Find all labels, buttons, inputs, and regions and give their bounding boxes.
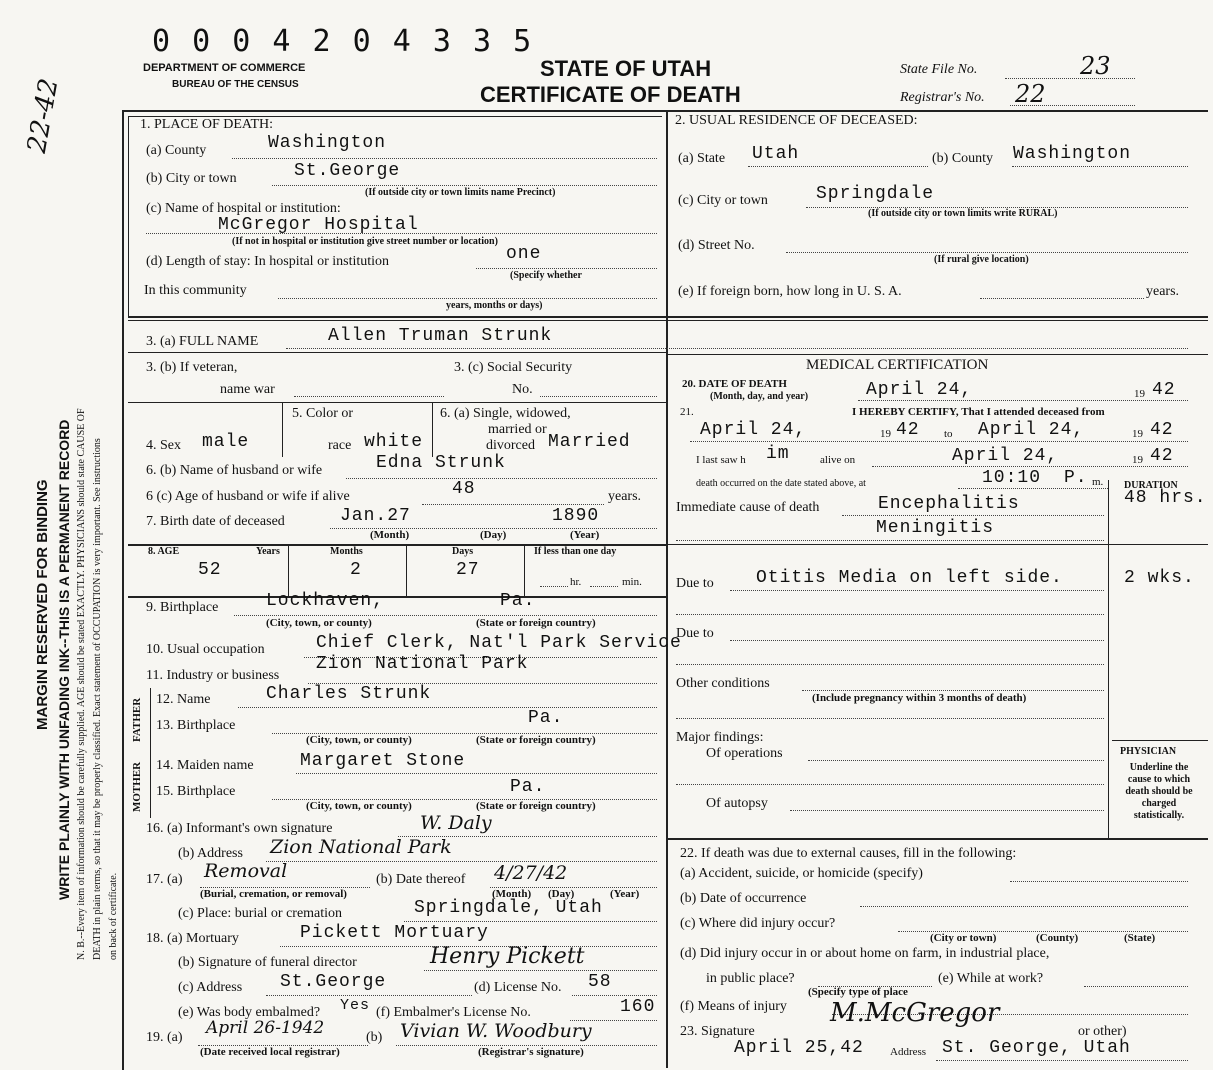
operations-label: Of operations: [706, 746, 783, 761]
full-name-value: Allen Truman Strunk: [328, 326, 553, 346]
occupation-label: 10. Usual occupation: [146, 642, 265, 657]
external-public-place-label: in public place?: [706, 971, 795, 986]
certify-number: 21.: [680, 406, 694, 418]
spouse-name-label: 6. (b) Name of husband or wife: [146, 463, 323, 478]
alive-on-label: alive on: [820, 454, 856, 466]
last-saw-century: 19: [1132, 454, 1143, 466]
residence-county-label: (b) County: [932, 151, 994, 166]
sex-label: 4. Sex: [146, 438, 181, 453]
external-at-work-label: (e) While at work?: [938, 971, 1044, 986]
registrar-signature-label: (b): [366, 1030, 383, 1045]
major-findings-label: Major findings:: [676, 730, 764, 745]
mother-section-label: MOTHER: [131, 761, 143, 812]
age-minutes-label: min.: [622, 576, 642, 588]
medical-certification-heading: MEDICAL CERTIFICATION: [806, 357, 989, 373]
disposition-month-note: (Month): [492, 888, 532, 900]
external-where-label: (c) Where did injury occur?: [680, 916, 836, 931]
disposition-date-label: (b) Date thereof: [376, 872, 466, 887]
other-conditions-note: (Include pregnancy within 3 months of death): [812, 692, 1027, 704]
date-of-death-sublabel: (Month, day, and year): [710, 391, 809, 402]
age-days-header: Days: [452, 546, 474, 557]
margin-instructions-2: DEATH in plain terms, so that it may be properly classified. Exact statement of OCCUPATION is very important. See instructions: [92, 438, 103, 960]
mother-birthplace-state-note: (State or foreign country): [476, 800, 596, 812]
age-less-day-header: If less than one day: [534, 546, 617, 557]
attended-from-date: April 24,: [700, 420, 807, 440]
death-time-m: m.: [1092, 476, 1104, 488]
mortuary-address-value: St.George: [280, 972, 387, 992]
physician-instruction: Underline the cause to which death should be charged statistically.: [1125, 762, 1193, 821]
age-months-value: 2: [350, 560, 362, 580]
residence-foreign-label: (e) If foreign born, how long in U. S. A.: [678, 284, 902, 299]
mother-birthplace-value: Pa.: [510, 777, 546, 797]
spouse-age-label: 6 (c) Age of husband or wife if alive: [146, 489, 350, 504]
length-of-stay-note: (Specify whether: [510, 270, 582, 281]
embalmer-license-label: (f) Embalmer's License No.: [376, 1005, 531, 1020]
last-saw-pronoun: im: [766, 444, 790, 464]
length-of-stay-label: (d) Length of stay: In hospital or institution: [146, 254, 390, 269]
mother-maiden-name-label: 14. Maiden name: [156, 758, 254, 773]
father-name-value: Charles Strunk: [266, 684, 432, 704]
external-where-city-note: (City or town): [930, 932, 997, 944]
last-saw-year: 42: [1150, 446, 1174, 466]
residence-street-label: (d) Street No.: [678, 238, 755, 253]
community-note: years, months or days): [446, 300, 543, 311]
color-label: 5. Color or: [292, 406, 354, 421]
external-where-state-note: (State): [1124, 932, 1156, 944]
race-label: race: [328, 438, 352, 453]
attended-to-date: April 24,: [978, 420, 1085, 440]
birth-month-day-value: Jan.27: [340, 506, 411, 526]
father-birthplace-label: 13. Birthplace: [156, 718, 236, 733]
last-saw-date: April 24,: [952, 446, 1059, 466]
residence-street-note: (If rural give location): [934, 254, 1029, 265]
burial-place-value: Springdale, Utah: [414, 898, 603, 918]
bureau-label: BUREAU OF THE CENSUS: [172, 79, 299, 90]
marital-value: Married: [548, 432, 631, 452]
margin-instructions-1: N. B.--Every item of information should be carefully supplied. AGE should be stated EXACTLY. PHYSICIANS should state CAUSE OF: [76, 408, 87, 960]
full-name-label: 3. (a) FULL NAME: [146, 334, 259, 349]
margin-binding-label: MARGIN RESERVED FOR BINDING: [34, 479, 51, 730]
disposition-note: (Burial, cremation, or removal): [200, 888, 347, 900]
registrar-signature-value: Vivian W. Woodbury: [400, 1020, 592, 1042]
funeral-director-label: (b) Signature of funeral director: [178, 955, 357, 970]
immediate-cause-label: Immediate cause of death: [676, 500, 820, 515]
autopsy-label: Of autopsy: [706, 796, 768, 811]
state-file-label: State File No.: [900, 62, 978, 77]
physician-header: PHYSICIAN: [1120, 746, 1177, 757]
death-time-meridiem: P.: [1064, 468, 1088, 488]
informant-address-label: (b) Address: [178, 846, 243, 861]
embalmed-value: Yes: [340, 997, 371, 1014]
certificate-title: CERTIFICATE OF DEATH: [480, 82, 741, 107]
birth-month-note: (Month): [370, 529, 410, 541]
war-name-label: name war: [220, 382, 275, 397]
attended-to-year: 42: [1150, 420, 1174, 440]
burial-place-label: (c) Place: burial or cremation: [178, 906, 343, 921]
spouse-age-value: 48: [452, 479, 476, 499]
residence-state-value: Utah: [752, 144, 800, 164]
death-county-label: (a) County: [146, 143, 207, 158]
physician-address-label: Address: [890, 1046, 927, 1058]
due-to-duration-1: 2 wks.: [1124, 568, 1195, 588]
physician-signature-date: April 25,42: [734, 1038, 864, 1058]
place-of-death-heading: 1. PLACE OF DEATH:: [140, 117, 274, 132]
birth-year-value: 1890: [552, 506, 600, 526]
date-of-death-century: 19: [1134, 388, 1145, 400]
spouse-name-value: Edna Strunk: [376, 453, 506, 473]
attended-from-century: 19: [880, 428, 891, 440]
veteran-label: 3. (b) If veteran,: [146, 360, 238, 375]
residence-state-label: (a) State: [678, 151, 726, 166]
disposition-label: 17. (a): [146, 872, 183, 887]
birth-day-note: (Day): [480, 529, 507, 541]
informant-signature-value: W. Daly: [420, 812, 492, 834]
age-days-value: 27: [456, 560, 480, 580]
registrar-number-label: Registrar's No.: [900, 90, 985, 105]
attended-to-century: 19: [1132, 428, 1143, 440]
residence-city-note: (If outside city or town limits write RURAL): [868, 208, 1058, 219]
external-place-type-label: (d) Did injury occur in or about home on farm, in industrial place,: [680, 946, 1050, 961]
immediate-cause-value-2: Meningitis: [876, 518, 995, 538]
occupation-value: Chief Clerk, Nat'l Park Service: [316, 633, 682, 653]
birthplace-city-value: Lockhaven,: [266, 591, 385, 611]
date-of-death-year: 42: [1152, 380, 1176, 400]
marital-label-2: married or: [488, 422, 547, 437]
embalmer-license-value: 160: [620, 997, 656, 1017]
registrar-signature-note: (Registrar's signature): [478, 1046, 584, 1058]
birthplace-city-note: (City, town, or county): [266, 617, 372, 629]
hospital-label: (c) Name of hospital or institution:: [146, 201, 341, 216]
death-county-value: Washington: [268, 133, 387, 153]
death-city-note: (If outside city or town limits name Precinct): [365, 187, 556, 198]
certify-text: I HEREBY CERTIFY, That I attended deceased from: [852, 406, 1105, 418]
margin-warning-label: WRITE PLAINLY WITH UNFADING INK--THIS IS A PERMANENT RECORD: [56, 419, 72, 900]
community-label: In this community: [144, 283, 247, 298]
residence-city-label: (c) City or town: [678, 193, 768, 208]
age-years-header: Years: [256, 546, 280, 557]
physician-signature-label: 23. Signature: [680, 1024, 755, 1039]
spouse-age-suffix: years.: [608, 489, 642, 504]
industry-label: 11. Industry or business: [146, 668, 280, 683]
residence-city-value: Springdale: [816, 184, 935, 204]
father-birthplace-state-note: (State or foreign country): [476, 734, 596, 746]
physician-address-value: St. George, Utah: [942, 1038, 1131, 1058]
other-conditions-label: Other conditions: [676, 676, 770, 691]
age-hours-label: hr.: [570, 576, 582, 588]
funeral-director-signature: Henry Pickett: [430, 944, 585, 969]
mortuary-value: Pickett Mortuary: [300, 923, 489, 943]
external-accident-label: (a) Accident, suicide, or homicide (specify): [680, 866, 923, 881]
department-label: DEPARTMENT OF COMMERCE: [143, 62, 306, 74]
license-number-label: (d) License No.: [474, 980, 562, 995]
license-number-value: 58: [588, 972, 612, 992]
registrar-received-note: (Date received local registrar): [200, 1046, 340, 1058]
birthplace-state-value: Pa.: [500, 591, 536, 611]
due-to-label-1: Due to: [676, 576, 714, 591]
mortuary-label: 18. (a) Mortuary: [146, 931, 239, 946]
industry-value: Zion National Park: [316, 654, 529, 674]
age-years-value: 52: [198, 560, 222, 580]
father-section-label: FATHER: [131, 697, 143, 742]
social-security-label: 3. (c) Social Security: [454, 360, 573, 375]
birth-date-label: 7. Birth date of deceased: [146, 514, 285, 529]
state-title: STATE OF UTAH: [540, 56, 712, 81]
death-city-label: (b) City or town: [146, 171, 237, 186]
mortuary-address-label: (c) Address: [178, 980, 243, 995]
father-name-label: 12. Name: [156, 692, 211, 707]
hospital-value: McGregor Hospital: [218, 215, 419, 235]
external-means-label: (f) Means of injury: [680, 999, 787, 1014]
due-to-value-1: Otitis Media on left side.: [756, 568, 1063, 588]
birth-year-note: (Year): [570, 529, 600, 541]
physician-signature-suffix: or other): [1078, 1024, 1127, 1039]
residence-foreign-suffix: years.: [1146, 284, 1180, 299]
birthplace-state-note: (State or foreign country): [476, 617, 596, 629]
disposition-year-note: (Year): [610, 888, 640, 900]
sex-value: male: [202, 432, 250, 452]
external-place-type-note: (Specify type of place: [808, 986, 908, 998]
state-file-value: 23: [1080, 52, 1111, 80]
informant-address-value: Zion National Park: [270, 836, 452, 858]
external-date-label: (b) Date of occurrence: [680, 891, 807, 906]
registrar-received-date: April 26-1942: [206, 1018, 325, 1038]
disposition-value: Removal: [204, 860, 288, 882]
father-birthplace-value: Pa.: [528, 708, 564, 728]
age-label: 8. AGE: [148, 546, 180, 557]
birthplace-label: 9. Birthplace: [146, 600, 219, 615]
mother-birthplace-label: 15. Birthplace: [156, 784, 236, 799]
residence-county-value: Washington: [1013, 144, 1132, 164]
length-of-stay-value: one: [506, 244, 542, 264]
hospital-note: (If not in hospital or institution give street number or location): [232, 236, 498, 247]
attended-from-year: 42: [896, 420, 920, 440]
age-months-header: Months: [330, 546, 363, 557]
death-city-value: St.George: [294, 161, 401, 181]
margin-handwritten-note: 22-42: [22, 76, 65, 156]
physician-signature-value: M.McGregor: [830, 998, 1000, 1028]
margin-instructions-3: on back of certificate.: [108, 872, 119, 960]
certificate-file-number: 0 0 0 4 2 0 4 3 3 5: [152, 24, 534, 59]
date-of-death-label: 20. DATE OF DEATH: [682, 378, 787, 390]
immediate-cause-value: Encephalitis: [878, 494, 1020, 514]
registrar-number-value: 22: [1015, 80, 1046, 108]
marital-label-1: 6. (a) Single, widowed,: [440, 406, 571, 421]
embalmed-label: (e) Was body embalmed?: [178, 1005, 321, 1020]
social-security-no: No.: [512, 382, 533, 397]
external-where-county-note: (County): [1036, 932, 1079, 944]
external-causes-heading: 22. If death was due to external causes, fill in the following:: [680, 846, 1017, 861]
residence-heading: 2. USUAL RESIDENCE OF DECEASED:: [675, 113, 918, 128]
father-birthplace-city-note: (City, town, or county): [306, 734, 412, 746]
last-saw-label: I last saw h: [696, 454, 746, 466]
mother-birthplace-city-note: (City, town, or county): [306, 800, 412, 812]
death-occurred-label: death occurred on the date stated above, at: [696, 478, 866, 489]
duration-header: DURATION: [1124, 480, 1178, 491]
registrar-received-label: 19. (a): [146, 1030, 183, 1045]
mother-maiden-name-value: Margaret Stone: [300, 751, 466, 771]
informant-signature-label: 16. (a) Informant's own signature: [146, 821, 333, 836]
death-time-value: 10:10: [982, 468, 1042, 488]
attended-to-label: to: [944, 428, 953, 440]
marital-label-3: divorced: [486, 438, 535, 453]
immediate-cause-duration: 48 hrs.: [1124, 488, 1207, 508]
race-value: white: [364, 432, 424, 452]
disposition-date-value: 4/27/42: [494, 862, 568, 884]
date-of-death-value: April 24,: [866, 380, 973, 400]
due-to-label-2: Due to: [676, 626, 714, 641]
disposition-day-note: (Day): [548, 888, 575, 900]
